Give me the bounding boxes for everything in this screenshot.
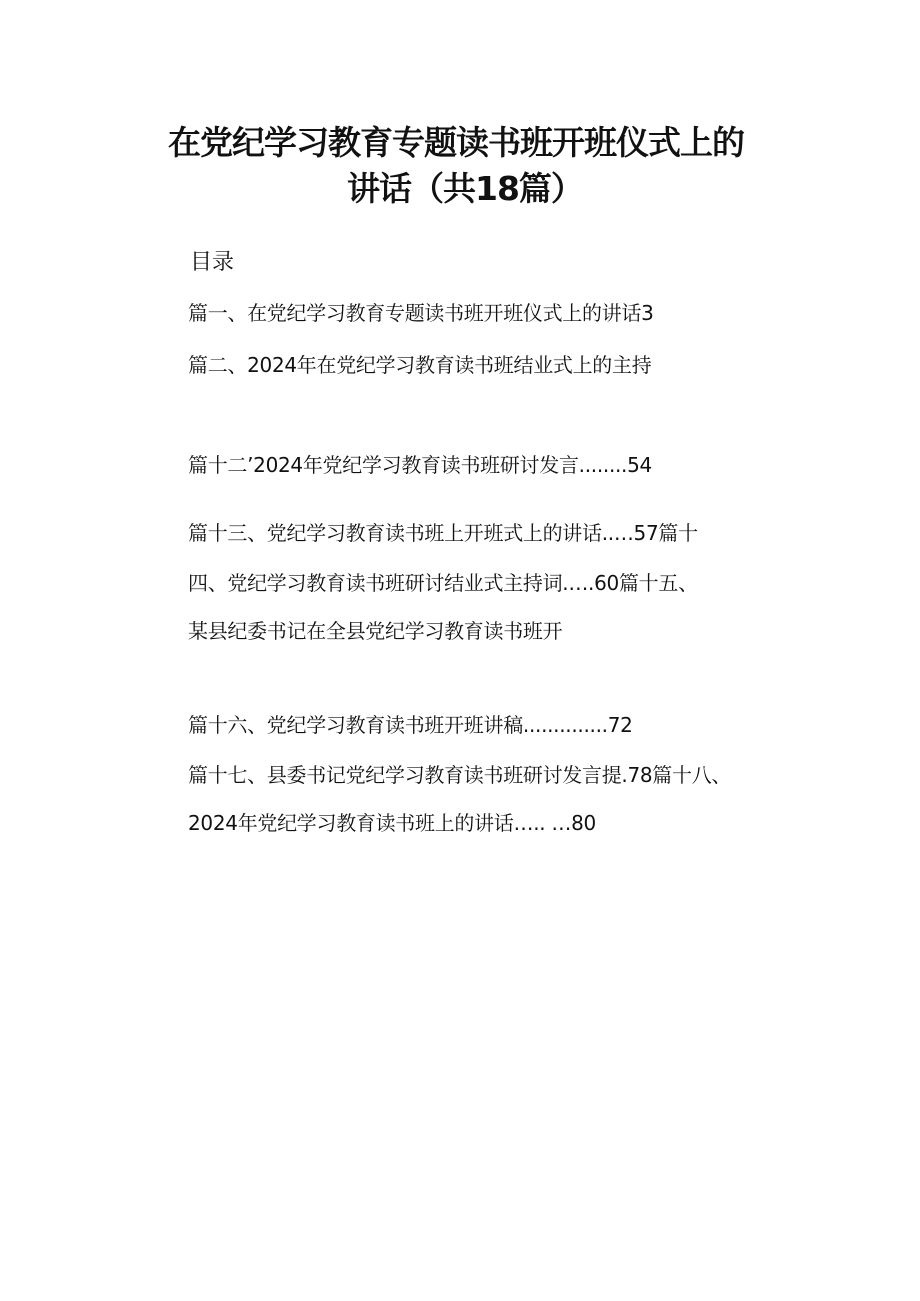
toc-entry: 篇十六、党纪学习教育读书班开班讲稿..............72 xyxy=(188,713,633,737)
toc-entry: 篇一、在党纪学习教育专题读书班开班仪式上的讲话3 xyxy=(188,301,654,325)
toc-entry: 篇十七、县委书记党纪学习教育读书班研讨发言提.78篇十八、 xyxy=(188,763,732,787)
toc-entry: 某县纪委书记在全县党纪学习教育读书班开 xyxy=(188,619,563,643)
toc-entry: 篇十二’2024年党纪学习教育读书班研讨发言........54 xyxy=(188,453,652,477)
toc-heading: 目录 xyxy=(190,250,235,275)
toc-entry: 四、党纪学习教育读书班研讨结业式主持词.….60篇十五、 xyxy=(188,571,698,595)
toc-entry: 2024年党纪学习教育读书班上的讲话….. …80 xyxy=(188,811,596,835)
document-title-line-2: 讲话（共18篇） xyxy=(347,169,583,208)
toc-entry: 篇二、2024年在党纪学习教育读书班结业式上的主持 xyxy=(188,353,652,377)
document-title-line-1: 在党纪学习教育专题读书班开班仪式上的 xyxy=(168,123,744,162)
toc-entry: 篇十三、党纪学习教育读书班上开班式上的讲话..…57篇十 xyxy=(188,521,698,545)
